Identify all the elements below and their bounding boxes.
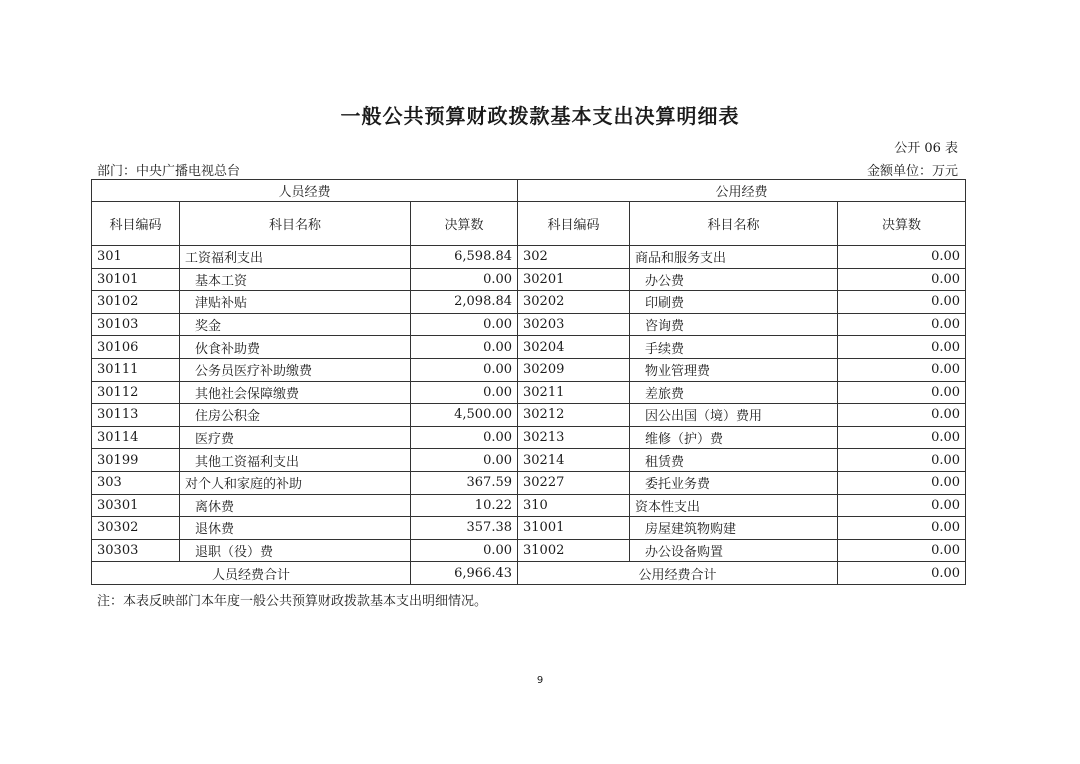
public-amount-cell: 0.00 xyxy=(838,336,966,359)
table-row xyxy=(92,336,966,359)
personnel-name-cell: 退职（役）费 xyxy=(180,539,411,562)
public-total-label: 公用经费合计 xyxy=(518,562,838,585)
personnel-amount-cell: 357.38 xyxy=(411,517,518,540)
column-header-amount: 决算数 xyxy=(411,202,518,246)
table-row xyxy=(92,404,966,427)
public-code-cell: 31002 xyxy=(518,539,630,562)
personnel-name-cell: 其他社会保障缴费 xyxy=(180,381,411,404)
amount-unit-label: 金额单位：万元 xyxy=(866,164,958,179)
personnel-amount-cell: 0.00 xyxy=(411,426,518,449)
public-code-cell: 30214 xyxy=(518,449,630,472)
public-amount-cell: 0.00 xyxy=(838,471,966,494)
personnel-name-cell: 其他工资福利支出 xyxy=(180,449,411,472)
public-code-cell: 310 xyxy=(518,494,630,517)
personnel-code-cell: 30113 xyxy=(92,404,180,427)
public-name-cell: 因公出国（境）费用 xyxy=(630,404,838,427)
personnel-code-cell: 30112 xyxy=(92,381,180,404)
personnel-name-cell: 住房公积金 xyxy=(180,404,411,427)
public-name-cell: 委托业务费 xyxy=(630,471,838,494)
personnel-name-cell: 对个人和家庭的补助 xyxy=(180,471,411,494)
public-name-cell: 房屋建筑物购建 xyxy=(630,517,838,540)
public-amount-cell: 0.00 xyxy=(838,494,966,517)
personnel-code-cell: 30111 xyxy=(92,358,180,381)
table-note: 注：本表反映部门本年度一般公共预算财政拨款基本支出明细情况。 xyxy=(97,594,488,609)
page-title: 一般公共预算财政拨款基本支出决算明细表 xyxy=(340,104,740,128)
table-row xyxy=(92,539,966,562)
public-code-cell: 30201 xyxy=(518,268,630,291)
personnel-total-value: 6,966.43 xyxy=(411,562,518,585)
personnel-amount-cell: 0.00 xyxy=(411,268,518,291)
public-code-cell: 30212 xyxy=(518,404,630,427)
public-amount-cell: 0.00 xyxy=(838,358,966,381)
public-code-cell: 30204 xyxy=(518,336,630,359)
personnel-name-cell: 奖金 xyxy=(180,313,411,336)
personnel-code-cell: 30303 xyxy=(92,539,180,562)
personnel-name-cell: 基本工资 xyxy=(180,268,411,291)
table-row xyxy=(92,246,966,269)
public-code-cell: 302 xyxy=(518,246,630,269)
table-row xyxy=(92,268,966,291)
page-number: 9 xyxy=(536,675,544,686)
column-header-name: 科目名称 xyxy=(630,202,838,246)
public-code-cell: 30211 xyxy=(518,381,630,404)
public-name-cell: 资本性支出 xyxy=(630,494,838,517)
public-code-cell: 30202 xyxy=(518,291,630,314)
public-name-cell: 物业管理费 xyxy=(630,358,838,381)
table-row xyxy=(92,291,966,314)
personnel-code-cell: 30101 xyxy=(92,268,180,291)
table-row xyxy=(92,449,966,472)
public-code-cell: 31001 xyxy=(518,517,630,540)
personnel-amount-cell: 0.00 xyxy=(411,449,518,472)
group-header-row xyxy=(92,180,966,202)
personnel-amount-cell: 367.59 xyxy=(411,471,518,494)
column-header-name: 科目名称 xyxy=(180,202,411,246)
personnel-expense-header: 人员经费 xyxy=(92,180,518,202)
public-name-cell: 商品和服务支出 xyxy=(630,246,838,269)
personnel-amount-cell: 2,098.84 xyxy=(411,291,518,314)
personnel-name-cell: 公务员医疗补助缴费 xyxy=(180,358,411,381)
public-amount-cell: 0.00 xyxy=(838,517,966,540)
form-number: 公开 06 表 xyxy=(894,141,958,156)
personnel-name-cell: 津贴补贴 xyxy=(180,291,411,314)
public-name-cell: 维修（护）费 xyxy=(630,426,838,449)
personnel-code-cell: 30106 xyxy=(92,336,180,359)
public-name-cell: 手续费 xyxy=(630,336,838,359)
expenditure-table xyxy=(91,179,966,585)
personnel-amount-cell: 6,598.84 xyxy=(411,246,518,269)
personnel-amount-cell: 4,500.00 xyxy=(411,404,518,427)
public-amount-cell: 0.00 xyxy=(838,449,966,472)
public-amount-cell: 0.00 xyxy=(838,246,966,269)
column-header-code: 科目编码 xyxy=(518,202,630,246)
personnel-code-cell: 30103 xyxy=(92,313,180,336)
public-name-cell: 咨询费 xyxy=(630,313,838,336)
personnel-code-cell: 30114 xyxy=(92,426,180,449)
column-header-code: 科目编码 xyxy=(92,202,180,246)
public-code-cell: 30209 xyxy=(518,358,630,381)
public-amount-cell: 0.00 xyxy=(838,268,966,291)
table-row xyxy=(92,313,966,336)
public-name-cell: 印刷费 xyxy=(630,291,838,314)
public-name-cell: 差旅费 xyxy=(630,381,838,404)
personnel-code-cell: 30102 xyxy=(92,291,180,314)
personnel-code-cell: 301 xyxy=(92,246,180,269)
column-header-amount: 决算数 xyxy=(838,202,966,246)
personnel-code-cell: 303 xyxy=(92,471,180,494)
personnel-code-cell: 30302 xyxy=(92,517,180,540)
personnel-code-cell: 30301 xyxy=(92,494,180,517)
public-name-cell: 办公费 xyxy=(630,268,838,291)
personnel-amount-cell: 0.00 xyxy=(411,313,518,336)
personnel-name-cell: 退休费 xyxy=(180,517,411,540)
public-amount-cell: 0.00 xyxy=(838,404,966,427)
personnel-amount-cell: 0.00 xyxy=(411,381,518,404)
personnel-amount-cell: 0.00 xyxy=(411,358,518,381)
column-header-row xyxy=(92,202,966,246)
personnel-name-cell: 工资福利支出 xyxy=(180,246,411,269)
personnel-name-cell: 伙食补助费 xyxy=(180,336,411,359)
public-amount-cell: 0.00 xyxy=(838,313,966,336)
public-name-cell: 租赁费 xyxy=(630,449,838,472)
public-expense-header: 公用经费 xyxy=(518,180,966,202)
public-total-value: 0.00 xyxy=(838,562,966,585)
totals-row xyxy=(92,562,966,585)
public-amount-cell: 0.00 xyxy=(838,291,966,314)
personnel-name-cell: 医疗费 xyxy=(180,426,411,449)
public-name-cell: 办公设备购置 xyxy=(630,539,838,562)
public-code-cell: 30203 xyxy=(518,313,630,336)
public-amount-cell: 0.00 xyxy=(838,539,966,562)
table-row xyxy=(92,426,966,449)
table-row xyxy=(92,381,966,404)
personnel-amount-cell: 0.00 xyxy=(411,539,518,562)
table-row xyxy=(92,494,966,517)
personnel-amount-cell: 10.22 xyxy=(411,494,518,517)
department-label: 部门：中央广播电视总台 xyxy=(97,164,241,179)
table-row xyxy=(92,358,966,381)
personnel-code-cell: 30199 xyxy=(92,449,180,472)
public-code-cell: 30227 xyxy=(518,471,630,494)
public-amount-cell: 0.00 xyxy=(838,426,966,449)
public-amount-cell: 0.00 xyxy=(838,381,966,404)
personnel-name-cell: 离休费 xyxy=(180,494,411,517)
personnel-amount-cell: 0.00 xyxy=(411,336,518,359)
public-code-cell: 30213 xyxy=(518,426,630,449)
table-row xyxy=(92,517,966,540)
table-row xyxy=(92,471,966,494)
personnel-total-label: 人员经费合计 xyxy=(92,562,411,585)
